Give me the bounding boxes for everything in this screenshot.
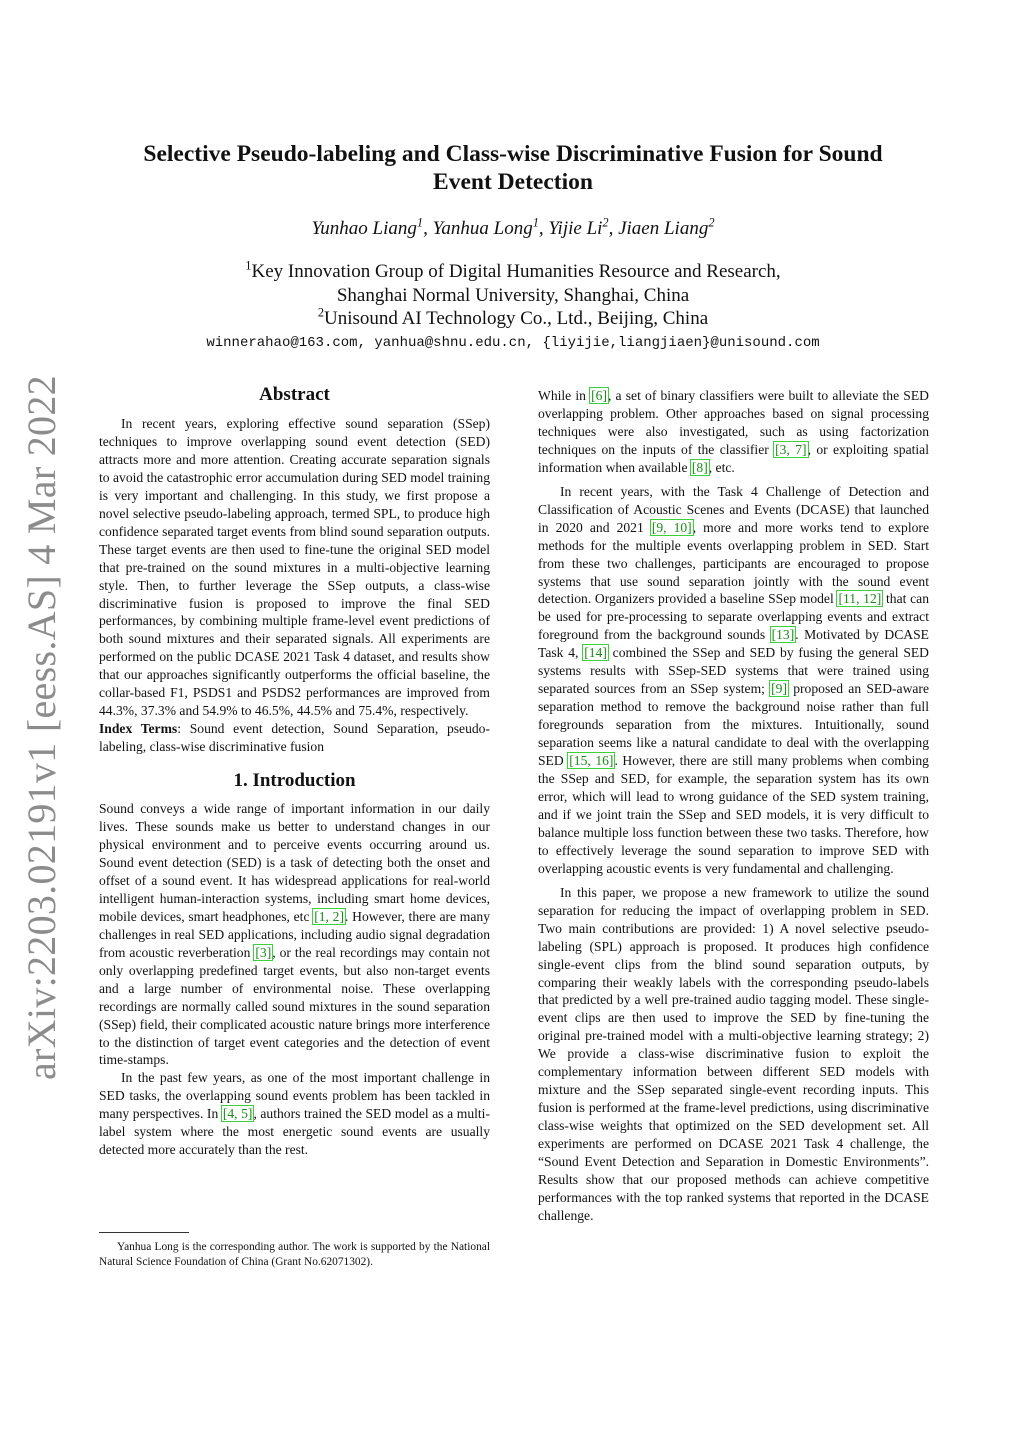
author-3-affil: 2 [602,215,609,230]
author-1: Yunhao Liang [311,218,417,239]
citation-link[interactable]: [15, 16] [569,753,614,769]
footnote-text: Yanhua Long is the corresponding author. The work is supported by the National Natural Science Foundation of China (Grant No.62071302). [99,1241,490,1268]
text-run: proposed an SED-aware separation method to remove the background noise rather than full foregrounds separation from the mixtures. Intuitionally, sound separation seems like a natural candidate to deal with the overlapping SED [538,681,929,769]
affiliation-2-text: Unisound AI Technology Co., Ltd., Beijing, China [324,308,709,329]
author-emails[interactable]: winnerahao@163.com, yanhua@shnu.edu.cn, {liyijie,liangjiaen}@unisound.com [206,335,820,351]
index-terms [99,720,490,756]
author-4-affil: 2 [708,215,715,230]
index-terms-label: Index Terms [99,721,178,737]
paper-title [120,140,906,196]
author-3: Yijie Li [548,218,603,239]
footnote [99,1240,490,1269]
left-column [99,384,490,1159]
citation-link[interactable]: [11, 12] [838,591,882,607]
text-run: combined the SSep and SED by fusing the general SED systems results with SSep-SED systems that were trained using separated sources from an SSep system; [538,645,929,697]
right-paragraph-1 [538,387,929,477]
citation-link[interactable]: [14] [584,645,607,661]
text-run: In recent years, with the Task 4 Challenge of Detection and Classification of Acoustic Scenes and Events (DCASE) that launched in 2020 and 2021 [538,483,929,535]
intro-paragraph-2 [99,1069,490,1159]
right-paragraph-3: In this paper, we propose a new framework to utilize the sound separation for reducing the impact of overlapping problem in SED. Two main contributions are provided: 1) A novel selective pseudo-labeling (SPL) approach is proposed. It produces high confidence single-event clips from the blind sound separation outputs, by comparing their weakly labels with the corresponding pseudo-labels that predicted by a well pre-trained audio tagging model. These single-event clips are then used to improve the SED by fine-tuning the original pre-trained model with a multi-objective learning strategy; 2) We provide a class-wise discriminative fusion to exploit the complementary information between different SED models with mixture and the SSep separated single-event recording inputs. This fusion is performed at the frame-level predictions, using discriminative class-wise weights that optimized on the SED development set. All experiments are performed on DCASE 2021 Task 4 challenge, the “Sound Event Detection and Separation in Domestic Environments”. Results show that our proposed methods can achieve competitive performances with the top ranked systems that reported in the DCASE challenge. [538,884,929,1223]
text-run: , or the real recordings may contain not only overlapping predefined target events, but also non-target events and a large number of environmental noise. These overlapping recordings are normally called sound mixtures in the sound separation (SSep) field, their complicated acoustic nature brings more interference to the distinction of target event categories and the detection of event time-stamps. [99,944,490,1068]
citation-link[interactable]: [8] [691,459,708,475]
footnote-rule [99,1232,189,1233]
text-run: . However, there are still many problems when combing the SSep and SED, for example, the separation system has its own error, which will lead to wrong guidance of the SED system training, and if we joint train the SSep and SED models, it is very difficult to balance multiple loss function between these two tasks. Therefore, how to effectively leverage the sound separation to improve SED with overlapping acoustic events is very fundamental and challenging. [538,753,929,876]
text-run: In the past few years, as one of the most important challenge in SED tasks, the overlapping sound events problem has been tackled in many perspectives. In [99,1070,490,1122]
citation-link[interactable]: [3, 7] [775,441,807,457]
text-run: , a set of binary classifiers were built to alleviate the SED overlapping problem. Other approaches based on signal processing techniques were also investigated, such as using factorization techniques on the inputs of the classifier [538,388,929,457]
abstract-text: In recent years, exploring effective sound separation (SSep) techniques to improve overlapping sound event detection (SED) attracts more and more attention. Creating accurate separation signals to avoid the catastrophic error accumulation during SED model training is very important and challenging. In this study, we first propose a novel selective pseudo-labeling approach, termed SPL, to produce high confidence separated target events from blind sound separation outputs. These target events are then used to fine-tune the original SED model that pre-trained on the sound mixtures in a multi-objective learning style. Then, to further leverage the SSep outputs, a class-wise discriminative fusion is proposed to improve the final SED performances, by combining multiple frame-level event predictions of both sound mixtures and their separated signals. All experiments are performed on the public DCASE 2021 Task 4 dataset, and results show that our approaches significantly outperforms the official baseline, the collar-based F1, PSDS1 and PSDS2 performances are improved from 44.3%, 37.3% and 54.9% to 46.5%, 44.5% and 75.4%, respectively. [99,416,490,719]
intro-paragraph-1 [99,800,490,1069]
affiliation-2-mark: 2 [317,305,325,320]
author-list: Yunhao Liang$^1$, Yanhua Long$^1$, Yijie Li$^2$, Jiaen Liang$^2$ [311,215,715,239]
text-run: , etc. [708,459,735,475]
citation-link[interactable]: [4, 5] [222,1106,253,1122]
arxiv-stamp[interactable]: arXiv:2203.02191v1 [eess.AS] 4 Mar 2022 [19,375,64,1080]
citation-link[interactable]: [9] [771,681,788,697]
text-run: , or exploiting spatial information when available [538,441,929,475]
affiliation-1-mark: 1 [245,258,252,273]
text-run: . However, there are many challenges in real SED applications, including audio signal degradation from acoustic reverberation [99,908,490,960]
text-run: Sound conveys a wide range of important information in our daily lives. These sounds make us better to understand changes in our physical environment and to perceive events occurring around us. Sound event detection (SED) is a task of detecting both the onset and offset of a sound event. It has widespread applications for real-world intelligent human-interaction systems, including smart home devices, mobile devices, smart headphones, etc [99,801,490,924]
abstract-heading: Abstract [259,384,330,405]
text-run: . Motivated by DCASE Task 4, [538,627,929,661]
right-paragraph-2 [538,483,929,878]
text-run: , more and more works tend to explore methods for the multiple events overlapping problem in SED. Start from these two challenges, participants are encouraged to propose systems that use sound separation jointly with the sound event detection. Organizers provided a baseline SSep model [538,519,929,607]
index-terms-text: : Sound event detection, Sound Separation, pseudo-labeling, class-wise discriminative fusion [99,721,490,755]
right-column [538,387,929,1225]
text-run: that can be used for pre-processing to separate overlapping events and extract foreground from the background sounds [538,591,929,643]
author-4: Jiaen Liang [618,218,709,239]
citation-link[interactable]: [1, 2] [314,908,345,924]
citation-link[interactable]: [3] [255,944,272,960]
citation-link[interactable]: [13] [771,627,795,643]
author-2: Yanhua Long [432,218,533,239]
affiliation-1-cont: Shanghai Normal University, Shanghai, China [336,284,690,306]
affiliation-2 [120,307,906,331]
author-1-affil: 1 [416,215,424,230]
citation-link[interactable]: [9, 10] [651,519,692,535]
affiliations [120,260,906,331]
intro-heading: 1. Introduction [233,770,356,792]
citation-link[interactable]: [6] [591,388,607,403]
text-run: While in [538,388,591,403]
author-2-affil: 1 [532,215,539,230]
affiliation-1 [120,260,906,284]
title-line-2: Event Detection [433,169,593,195]
title-line-1: Selective Pseudo-labeling and Class-wise Discriminative Fusion for Sound [143,141,883,167]
affiliation-1-text: Key Innovation Group of Digital Humanities Resource and Research, [251,261,781,282]
text-run: , authors trained the SED model as a multi-label system where the most energetic sound events are usually detected more accurately than the rest. [99,1106,490,1158]
